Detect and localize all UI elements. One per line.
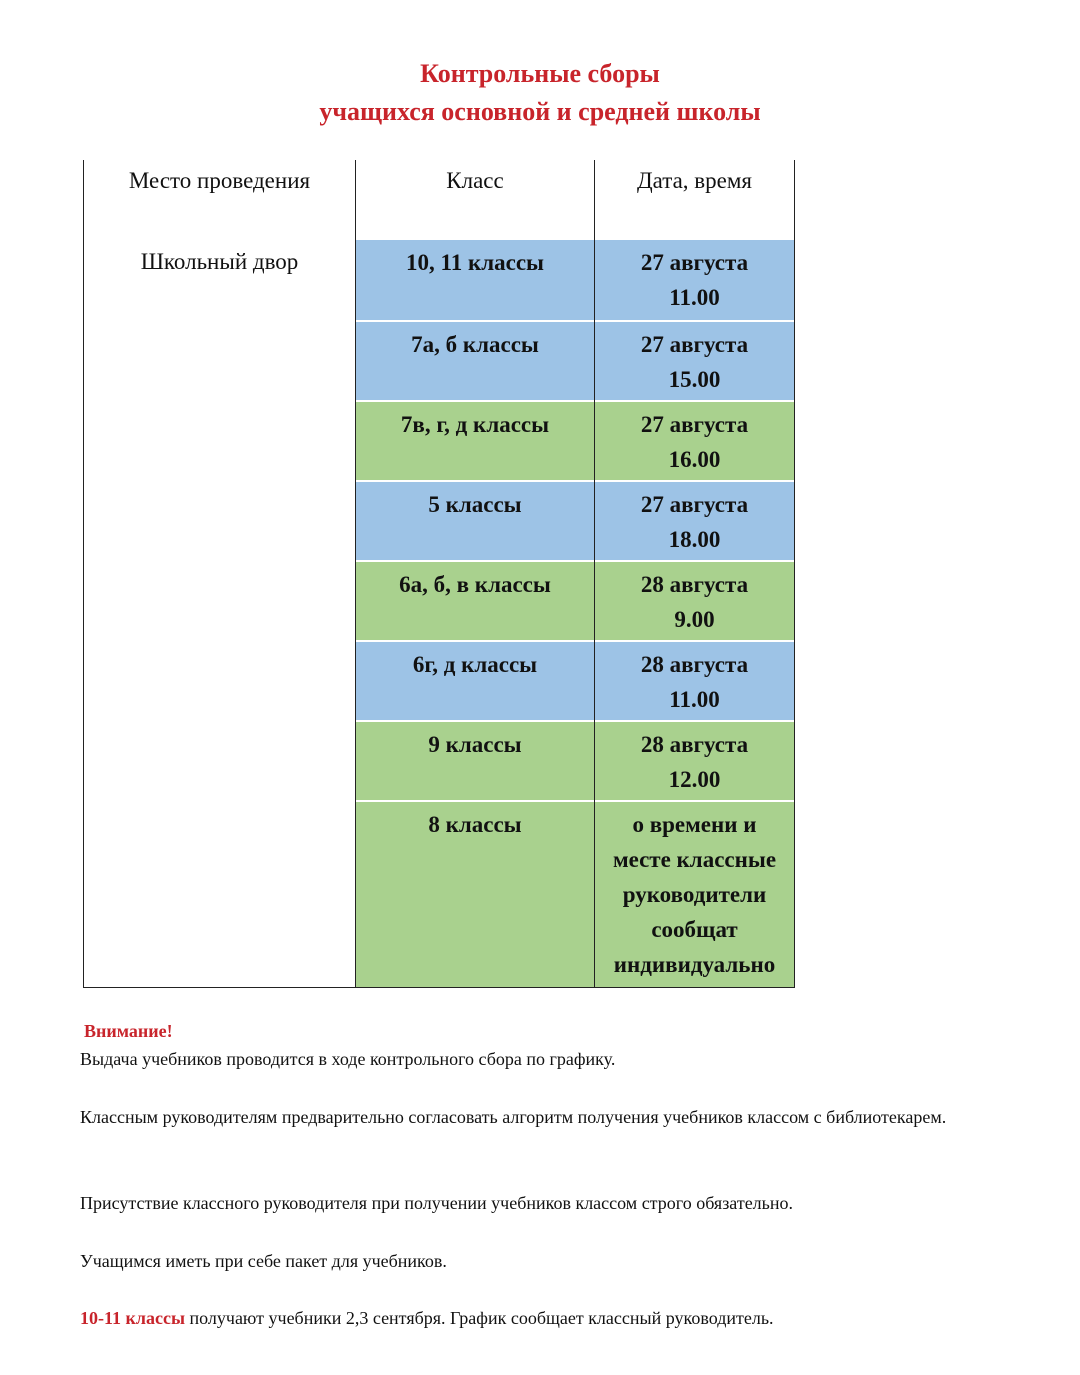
datetime-cell — [595, 640, 794, 720]
date-label: 27 августа — [640, 250, 749, 275]
time-label: 11.00 — [669, 285, 720, 310]
datetime-cell — [595, 560, 794, 640]
class-label: 7а, б классы — [411, 332, 539, 357]
note-highlight: 10-11 классы — [80, 1308, 186, 1328]
table-border-right — [794, 160, 795, 988]
time-label: 16.00 — [668, 447, 721, 472]
class-cell — [356, 720, 594, 800]
datetime-cell — [595, 720, 794, 800]
date-label: 27 августа — [640, 412, 749, 437]
note-text: получают учебники 2,3 сентября. График сообщает классный руководитель. — [185, 1308, 774, 1328]
datetime-cell — [595, 320, 794, 400]
table-border-bottom — [83, 987, 795, 988]
table-border-left — [83, 160, 84, 988]
class-label: 5 классы — [428, 492, 522, 517]
class-label: 7в, г, д классы — [400, 412, 550, 437]
page-subtitle: учащихся основной и средней школы — [319, 97, 761, 126]
note-paragraph-1: Выдача учебников проводится в ходе контрольного сбора по графику. — [80, 1049, 616, 1069]
class-cell — [356, 240, 594, 320]
attention-heading: Внимание! — [84, 1021, 173, 1041]
date-label: 28 августа — [640, 652, 749, 677]
date-note-line: о времени и — [632, 812, 757, 837]
date-label: 27 августа — [640, 492, 749, 517]
class-cell — [356, 560, 594, 640]
note-paragraph-2: Классным руководителям предварительно согласовать алгоритм получения учебников классом с библиотекарем. — [80, 1107, 947, 1127]
class-label: 8 классы — [428, 812, 522, 837]
date-note-line: руководители — [622, 882, 767, 907]
class-label: 10, 11 классы — [405, 250, 544, 275]
class-cell — [356, 800, 594, 987]
datetime-cell — [595, 400, 794, 480]
class-cell — [356, 320, 594, 400]
time-label: 12.00 — [668, 767, 721, 792]
class-cell — [356, 640, 594, 720]
header-datetime: Дата, время — [636, 168, 753, 193]
header-class: Класс — [446, 168, 504, 193]
class-cell — [356, 480, 594, 560]
date-label: 27 августа — [640, 332, 749, 357]
datetime-cell — [595, 480, 794, 560]
time-label: 11.00 — [669, 687, 720, 712]
class-label: 6г, д классы — [412, 652, 538, 677]
class-cell — [356, 400, 594, 480]
header-place: Место проведения — [128, 168, 311, 193]
note-paragraph-3: Присутствие классного руководителя при получении учебников классом строго обязательно. — [80, 1193, 794, 1213]
class-label: 6а, б, в классы — [399, 572, 551, 597]
date-note-line: индивидуально — [613, 952, 776, 977]
date-note-line: сообщат — [651, 917, 738, 942]
time-label: 18.00 — [668, 527, 721, 552]
class-label: 9 классы — [428, 732, 522, 757]
datetime-cell — [595, 800, 794, 987]
note-paragraph-4: Учащимся иметь при себе пакет для учебников. — [80, 1251, 447, 1271]
date-note-line: месте классные — [612, 847, 777, 872]
page-title: Контрольные сборы — [420, 59, 660, 88]
date-label: 28 августа — [640, 732, 749, 757]
datetime-cell — [595, 240, 794, 320]
note-paragraph-5 — [80, 1304, 980, 1332]
time-label: 15.00 — [668, 367, 721, 392]
time-label: 9.00 — [674, 607, 715, 632]
place-cell: Школьный двор — [140, 249, 299, 274]
date-label: 28 августа — [640, 572, 749, 597]
